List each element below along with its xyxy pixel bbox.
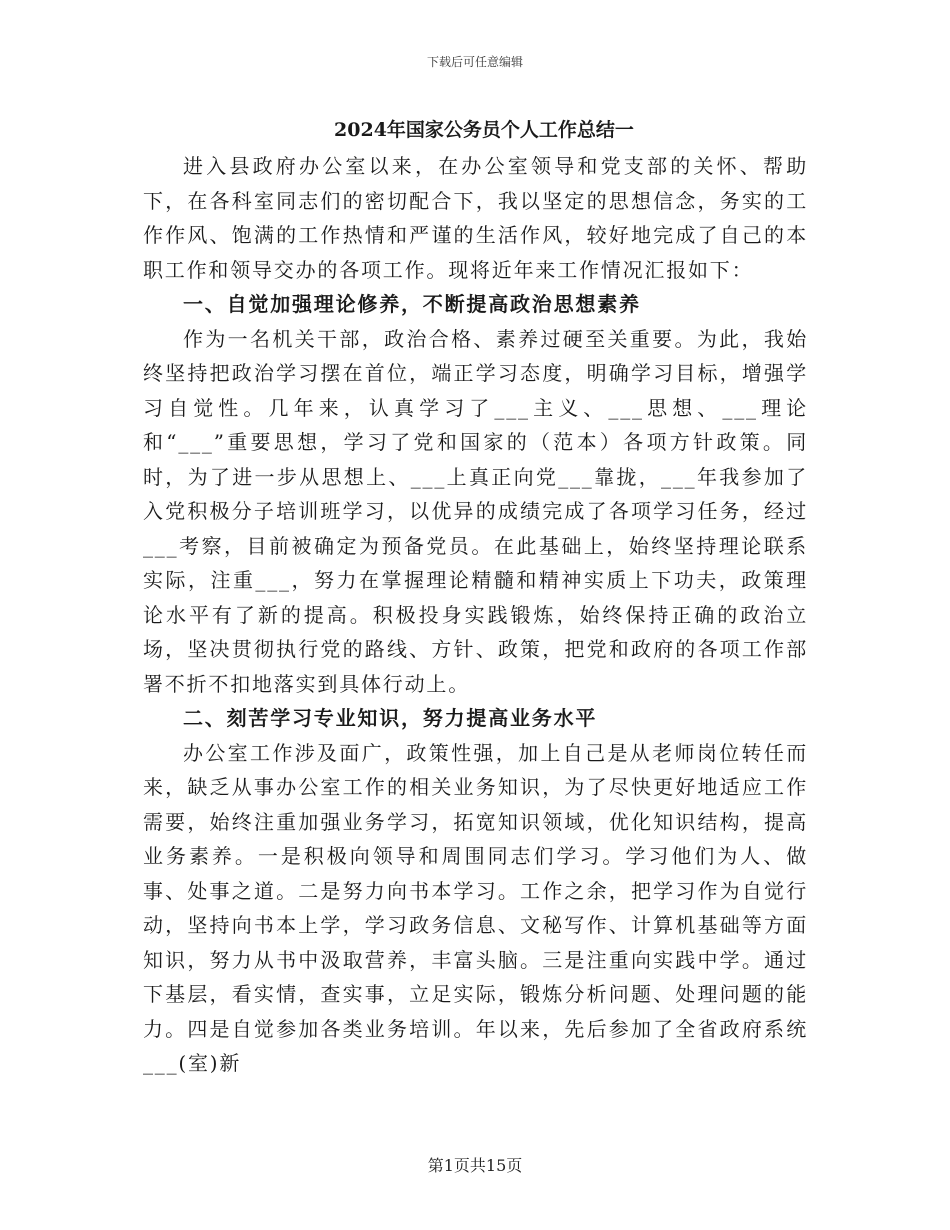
document-body <box>143 149 808 1081</box>
page-header-note: 下载后可任意编辑 <box>426 55 523 69</box>
section-heading-1: 一、自觉加强理论修养，不断提高政治思想素养 <box>183 292 641 316</box>
section-heading-2: 二、刻苦学习专业知识，努力提高业务水平 <box>183 706 598 730</box>
section-paragraph-1: 作为一名机关干部，政治合格、素养过硬至关重要。为此，我始终坚持把政治学习摆在首位，端正学习态度，明确学习目标，增强学习自觉性。几年来，认真学习了___主义、___思想、___理论和“___”重要思想，学习了党和国家的（范本）各项方针政策。同时，为了进一步从思想上、___上真正向党___靠拢，___年我参加了入党积极分子培训班学习，以优异的成绩完成了各项学习任务，经过___考察，目前被确定为预备党员。在此基础上，始终坚持理论联系实际，注重___，努力在掌握理论精髓和精神实质上下功夫，政策理论水平有了新的提高。积极投身实践锻炼，始终保持正确的政治立场，坚决贯彻执行党的路线、方针、政策，把党和政府的各项工作部署不折不扣地落实到具体行动上。 <box>143 326 808 696</box>
section-paragraph-2: 办公室工作涉及面广，政策性强，加上自己是从老师岗位转任而来，缺乏从事办公室工作的相关业务知识，为了尽快更好地适应工作需要，始终注重加强业务学习，拓宽知识领域，优化知识结构，提高业务素养。一是积极向领导和周围同志们学习。学习他们为人、做事、处事之道。二是努力向书本学习。工作之余，把学习作为自觉行动，坚持向书本上学，学习政务信息、文秘写作、计算机基础等方面知识，努力从书中汲取营养，丰富头脑。三是注重向实践中学。通过下基层，看实情，查实事，立足实际，锻炼分析问题、处理问题的能力。四是自觉参加各类业务培训。年以来，先后参加了全省政府系统___(室)新 <box>143 740 808 1075</box>
document-title: 2024年国家公务员个人工作总结一 <box>334 119 634 141</box>
intro-paragraph: 进入县政府办公室以来，在办公室领导和党支部的关怀、帮助下，在各科室同志们的密切配合下，我以坚定的思想信念，务实的工作作风、饱满的工作热情和严谨的生活作风，较好地完成了自己的本职工作和领导交办的各项工作。现将近年来工作情况汇报如下： <box>143 154 808 282</box>
page-number: 第1页共15页 <box>427 1156 523 1175</box>
